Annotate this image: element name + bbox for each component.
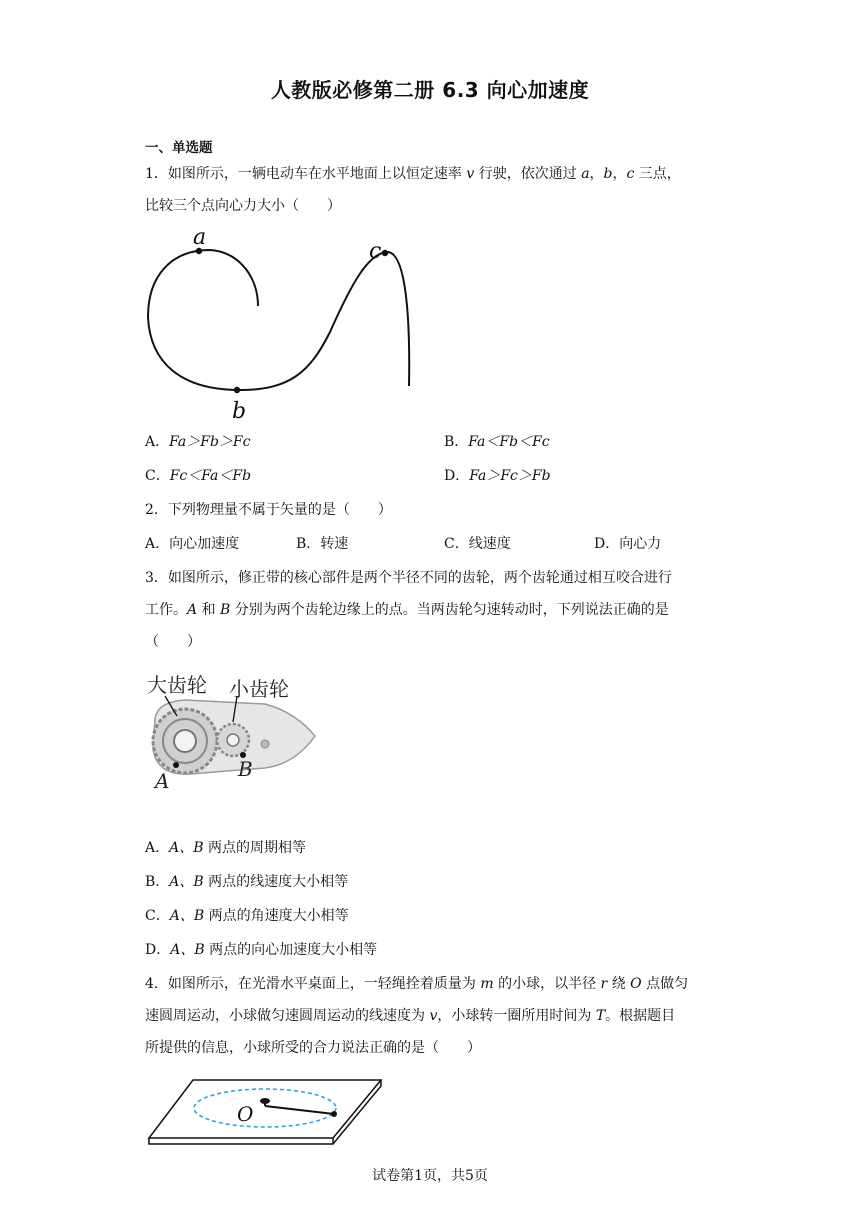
q2-option-a[interactable]: A．向心加速度 xyxy=(145,536,240,552)
q4-stem-line1: 4．如图所示，在光滑水平桌面上，一轻绳拴着质量为 m 的小球，以半径 r 绕 O 点做匀 xyxy=(145,976,689,992)
q1-option-d[interactable]: D．Fa＞Fc＞Fb xyxy=(444,468,551,484)
q3-point-A xyxy=(173,762,179,768)
section-heading: 一、单选题 xyxy=(145,140,213,156)
page-title: 人教版必修第二册 6.3 向心加速度 xyxy=(270,78,590,102)
q1-stem-line2: 比较三个点向心力大小（ ） xyxy=(145,198,341,214)
q4-stem-line2: 速圆周运动，小球做匀速圆周运动的线速度为 v，小球转一圈所用时间为 T。根据题目 xyxy=(145,1008,676,1024)
q3-option-b[interactable]: B．A、B 两点的线速度大小相等 xyxy=(145,874,349,890)
q3-stem-line2: 工作。A 和 B 分别为两个齿轮边缘上的点。当两齿轮匀速转动时，下列说法正确的是 xyxy=(145,602,669,618)
q2-stem: 2．下列物理量不属于矢量的是（ ） xyxy=(145,502,392,518)
q1-label-a: a xyxy=(193,225,207,250)
q3-label-B: B xyxy=(238,757,253,781)
q1-point-c xyxy=(382,250,388,256)
q3-label-small-gear: 小齿轮 xyxy=(229,677,289,701)
q4-stem-line3: 所提供的信息，小球所受的合力说法正确的是（ ） xyxy=(145,1040,481,1056)
q1-label-c: c xyxy=(369,239,382,264)
q1-curve-figure xyxy=(140,222,430,432)
q4-label-O: O xyxy=(237,1102,254,1126)
q1-option-b[interactable]: B．Fa＜Fb＜Fc xyxy=(444,434,550,450)
q4-table-figure xyxy=(145,1074,385,1150)
q3-gear-figure xyxy=(145,664,325,794)
q1-trajectory-curve xyxy=(148,250,409,390)
q3-label-A: A xyxy=(155,769,170,793)
q4-ball xyxy=(331,1111,337,1117)
q1-stem-line1: 1．如图所示，一辆电动车在水平地面上以恒定速率 v 行驶，依次通过 a，b，c 三点， xyxy=(145,166,681,182)
q1-label-b: b xyxy=(232,399,247,424)
q3-stem-line1: 3．如图所示，修正带的核心部件是两个半径不同的齿轮，两个齿轮通过相互咬合进行 xyxy=(145,570,672,586)
q3-label-big-gear: 大齿轮 xyxy=(147,673,207,697)
q1-point-b xyxy=(234,387,240,393)
q3-option-c[interactable]: C．A、B 两点的角速度大小相等 xyxy=(145,908,349,924)
q3-option-d[interactable]: D．A、B 两点的向心加速度大小相等 xyxy=(145,942,378,958)
page-footer: 试卷第1页，共5页 xyxy=(372,1168,488,1184)
q2-option-c[interactable]: C．线速度 xyxy=(444,536,511,552)
q1-option-a[interactable]: A．Fa＞Fb＞Fc xyxy=(145,434,251,450)
q3-stem-line3: （ ） xyxy=(145,634,201,650)
q1-option-c[interactable]: C．Fc＜Fa＜Fb xyxy=(145,468,252,484)
q2-option-b[interactable]: B．转速 xyxy=(296,536,349,552)
q3-option-a[interactable]: A．A、B 两点的周期相等 xyxy=(145,840,306,856)
q4-table-top xyxy=(149,1080,381,1138)
q2-option-d[interactable]: D．向心力 xyxy=(594,536,662,552)
